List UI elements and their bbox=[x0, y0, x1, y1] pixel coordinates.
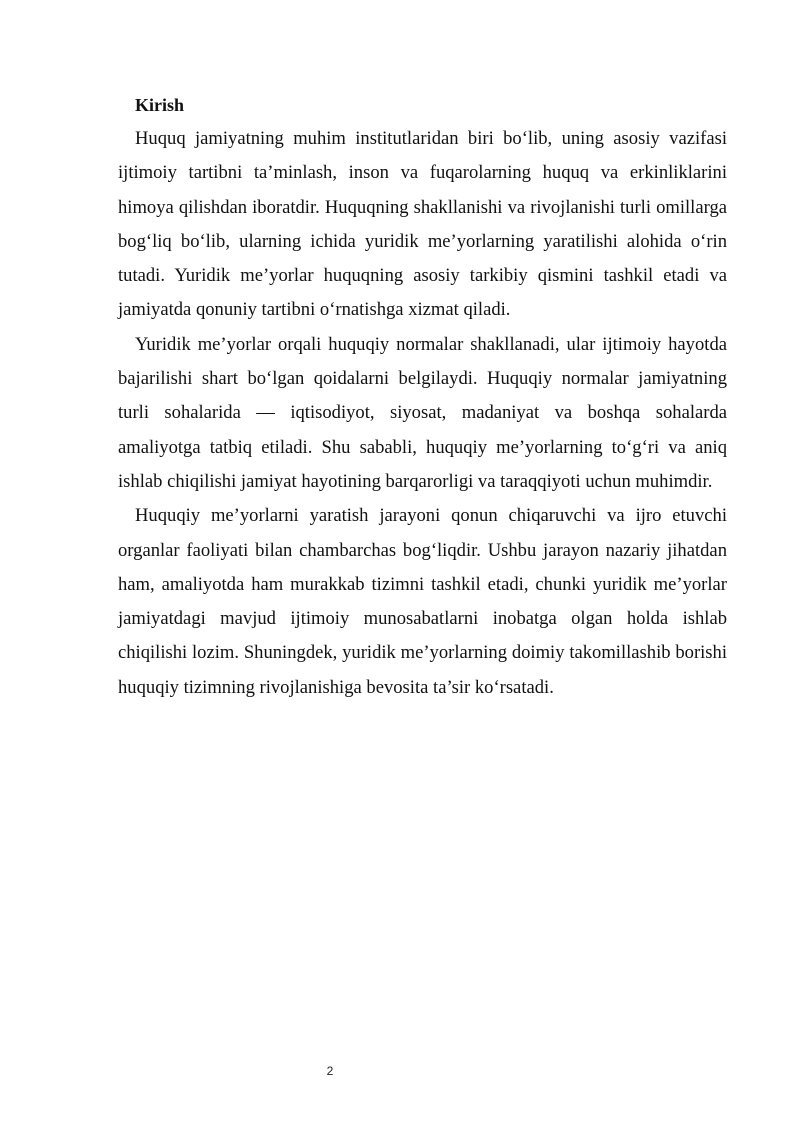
paragraph-3: Huquqiy me’yorlarni yaratish jarayoni qonun chiqaruvchi va ijro etuvchi organlar faoliyati bilan chambarchas bog‘liqdir. Ushbu jarayon nazariy jihatdan ham, amaliyotda ham murakkab tizimni tashkil etadi, chunki yuridik me’yorlar jamiyatdagi mavjud ijtimoiy munosabatlarni inobatga olgan holda ishlab chiqilishi lozim. Shuningdek, yuridik me’yorlarning doimiy takomillashib borishi huquqiy tizimning rivojlanishiga bevosita ta’sir ko‘rsatadi. bbox=[118, 505, 727, 698]
document-body bbox=[118, 88, 727, 705]
paragraph-1: Huquq jamiyatning muhim institutlaridan biri bo‘lib, uning asosiy vazifasi ijtimoiy tartibni ta’minlash, inson va fuqarolarning huquq va erkinliklarini himoya qilishdan iboratdir. Huquqning shakllanishi va rivojlanishi turli omillarga bog‘liq bo‘lib, ularning ichida yuridik me’yorlarning yaratilishi alohida o‘rin tutadi. Yuridik me’yorlar huquqning asosiy tarkibiy qismini tashkil etadi va jamiyatda qonuniy tartibni o‘rnatishga xizmat qiladi. bbox=[118, 128, 727, 321]
page-number: 2 bbox=[326, 1064, 334, 1078]
section-heading: Kirish bbox=[135, 95, 185, 115]
paragraph-2: Yuridik me’yorlar orqali huquqiy normalar shakllanadi, ular ijtimoiy hayotda bajarilishi shart bo‘lgan qoidalarni belgilaydi. Huquqiy normalar jamiyatning turli sohalarida — iqtisodiyot, siyosat, madaniyat va boshqa sohalarda amaliyotga tatbiq etiladi. Shu sababli, huquqiy me’yorlarning to‘g‘ri va aniq ishlab chiqilishi jamiyat hayotining barqarorligi va taraqqiyoti uchun muhimdir. bbox=[118, 333, 727, 492]
